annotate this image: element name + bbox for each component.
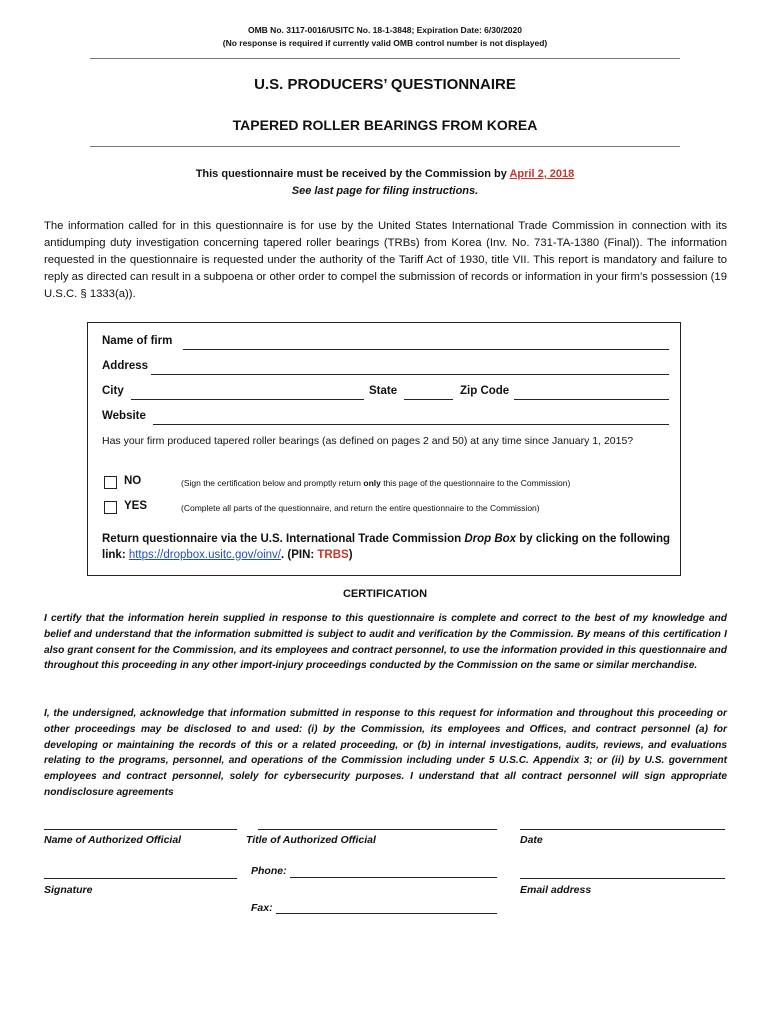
return-text-pre: Return questionnaire via the U.S. International Trade Commission xyxy=(102,533,465,545)
date-label: Date xyxy=(520,834,543,846)
official-name-label: Name of Authorized Official xyxy=(44,834,182,846)
drop-box-text: Drop Box xyxy=(464,533,517,545)
city-label: City xyxy=(102,385,124,397)
yes-instruction: (Complete all parts of the questionnaire, and return the entire questionnaire to the Commission) xyxy=(181,503,540,513)
return-colon: : xyxy=(121,549,129,561)
zip-code-label: Zip Code xyxy=(460,385,510,397)
address-field[interactable] xyxy=(151,374,669,375)
state-label: State xyxy=(369,385,398,397)
firm-name-label: Name of firm xyxy=(102,335,173,347)
certification-heading: CERTIFICATION xyxy=(342,588,428,600)
signature-label: Signature xyxy=(44,884,93,896)
no-instruction-emphasis: only xyxy=(363,478,381,488)
page-subtitle: TAPERED ROLLER BEARINGS FROM KOREA xyxy=(232,117,538,133)
official-title-label: Title of Authorized Official xyxy=(246,834,376,846)
no-instruction-post: this page of the questionnaire to the Commission) xyxy=(380,478,571,488)
certification-paragraph-2: I, the undersigned, acknowledge that information submitted in response to this request for information and throughout this proceeding or other proceedings may be disclosed to and used: (i) by the Commission, its employees and Offices, and contract personnel (a) for developing or maintaining the records of this or a related proceeding, or (b) in internal investigations, audits, reviews, and evaluations relating to the programs, personnel, and operations of the Commission including under 5 U.S.C. Appendix 3; or (ii) by U.S. government employees and contract personnel, solely for cybersecurity purposes. I understand that all contract personnel will sign appropriate nondisclosure agreements xyxy=(44,708,727,798)
production-question: Has your firm produced tapered roller bearings (as defined on pages 2 and 50) at any time since January 1, 2015? xyxy=(102,435,634,447)
no-instruction xyxy=(181,478,570,488)
website-label: Website xyxy=(102,410,146,422)
no-instruction-pre: (Sign the certification below and promptly return xyxy=(181,478,364,488)
deadline-date: April 2, 2018 xyxy=(509,168,575,180)
filing-instructions-note: See last page for filing instructions. xyxy=(291,185,479,197)
firm-name-field[interactable] xyxy=(183,349,669,350)
deadline-line xyxy=(0,168,770,180)
date-line[interactable] xyxy=(520,829,725,830)
no-checkbox[interactable] xyxy=(104,476,117,489)
email-line[interactable] xyxy=(520,878,725,879)
signature-line[interactable] xyxy=(44,878,237,879)
certification-paragraph-1: I certify that the information herein supplied in response to this questionnaire is complete and correct to the best of my knowledge and belief and understand that the information submitted is subject to audit and verification by the Commission. By means of this certification I also grant consent for the Commission, and its employees and contract personnel, to use the information provided in this questionnaire and throughout this proceeding in any other import-injury proceedings conducted by the Commission on the same or similar merchandise. xyxy=(44,613,727,672)
divider-top xyxy=(90,58,680,59)
official-name-line[interactable] xyxy=(44,829,237,830)
address-label: Address xyxy=(102,360,149,372)
pin-code: TRBS xyxy=(317,549,349,561)
pin-suffix: ) xyxy=(348,549,353,561)
deadline-prefix: This questionnaire must be received by the Commission by xyxy=(195,168,510,180)
return-text-mid: by clicking on the following link xyxy=(102,533,671,561)
state-field[interactable] xyxy=(404,399,453,400)
phone-label: Phone: xyxy=(251,865,287,877)
zip-code-field[interactable] xyxy=(514,399,669,400)
yes-label: YES xyxy=(124,500,148,512)
pin-prefix: . (PIN: xyxy=(280,549,318,561)
omb-number: OMB No. 3117-0016/USITC No. 18-1-3848; Expiration Date: 6/30/2020 xyxy=(247,25,522,35)
page-title: U.S. PRODUCERS’ QUESTIONNAIRE xyxy=(254,76,516,93)
firm-info-box xyxy=(87,322,681,576)
email-label: Email address xyxy=(520,884,592,896)
dropbox-link[interactable]: https://dropbox.usitc.gov/oinv/ xyxy=(128,549,281,561)
divider-title xyxy=(90,146,680,147)
intro-paragraph: The information called for in this questionnaire is for use by the United States International Trade Commission in connection with its antidumping duty investigation concerning tapered roller bearings (TRBs) from Korea (Inv. No. 731-TA-1380 (Final)). The information requested in the questionnaire is requested under the authority of the Tariff Act of 1930, title VII. This report is mandatory and failure to reply as directed can result in a subpoena or other order to compel the submission of records or information in your firm’s possession (19 U.S.C. § 1333(a)). xyxy=(44,220,727,300)
city-field[interactable] xyxy=(131,399,364,400)
fax-label: Fax: xyxy=(251,902,273,914)
no-label: NO xyxy=(124,475,142,487)
phone-line[interactable] xyxy=(290,877,497,878)
yes-checkbox[interactable] xyxy=(104,501,117,514)
fax-line[interactable] xyxy=(276,913,497,914)
website-field[interactable] xyxy=(153,424,669,425)
return-instructions xyxy=(102,531,672,563)
omb-note: (No response is required if currently valid OMB control number is not displayed) xyxy=(222,38,548,48)
official-title-line[interactable] xyxy=(258,829,497,830)
